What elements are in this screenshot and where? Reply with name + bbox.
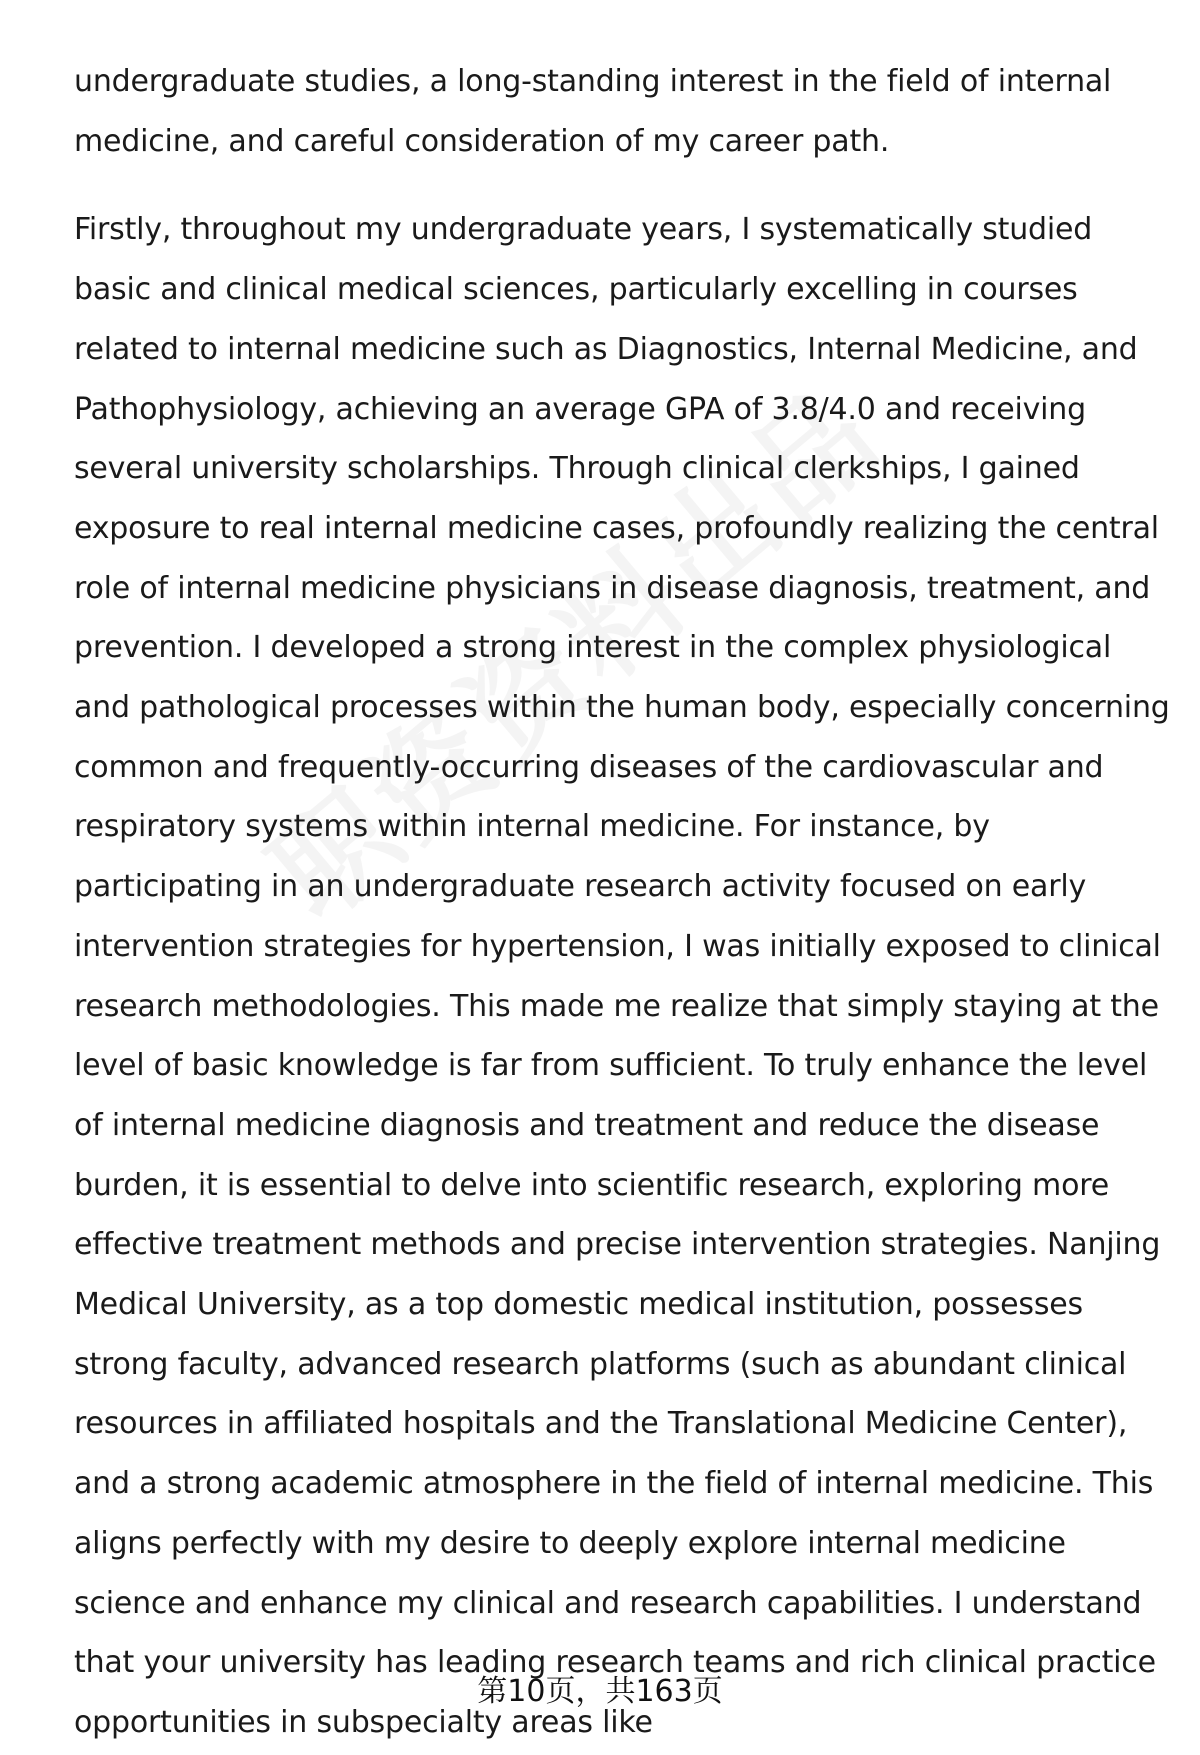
paragraph-intro-continuation: undergraduate studies, a long-standing interest in the field of internal medicine, and careful consideration of my career path. [74, 64, 1112, 159]
document-body [74, 52, 1170, 1753]
paragraph-firstly: Firstly, throughout my undergraduate years, I systematically studied basic and clinical medical sciences, particularly excelling in courses related to internal medicine such as Diagnostics, Internal Medicine, and Pathophysiology, achieving an average GPA of 3.8/4.0 and receiving several university scholarships. Through clinical clerkships, I gained exposure to real internal medicine cases, profoundly realizing the central role of internal medicine physicians in disease diagnosis, treatment, and prevention. I developed a strong interest in the complex physiological and pathological processes within the human body, especially concerning common and frequently-occurring diseases of the cardiovascular and respiratory systems within internal medicine. For instance, by participating in an undergraduate research activity focused on early intervention strategies for hypertension, I was initially exposed to clinical research methodologies. This made me realize that simply staying at the level of basic knowledge is far from sufficient. To truly enhance the level of internal medicine diagnosis and treatment and reduce the disease burden, it is essential to delve into scientific research, exploring more effective treatment methods and precise intervention strategies. Nanjing Medical University, as a top domestic medical institution, possesses strong faculty, advanced research platforms (such as abundant clinical resources in affiliated hospitals and the Translational Medicine Center), and a strong academic atmosphere in the field of internal medicine. This aligns perfectly with my desire to deeply explore internal medicine science and enhance my clinical and research capabilities. I understand that your university has leading research teams and rich clinical practice opportunities in subspecialty areas like [74, 212, 1170, 1740]
page-number-footer: 第10页，共163页 [477, 1674, 723, 1709]
